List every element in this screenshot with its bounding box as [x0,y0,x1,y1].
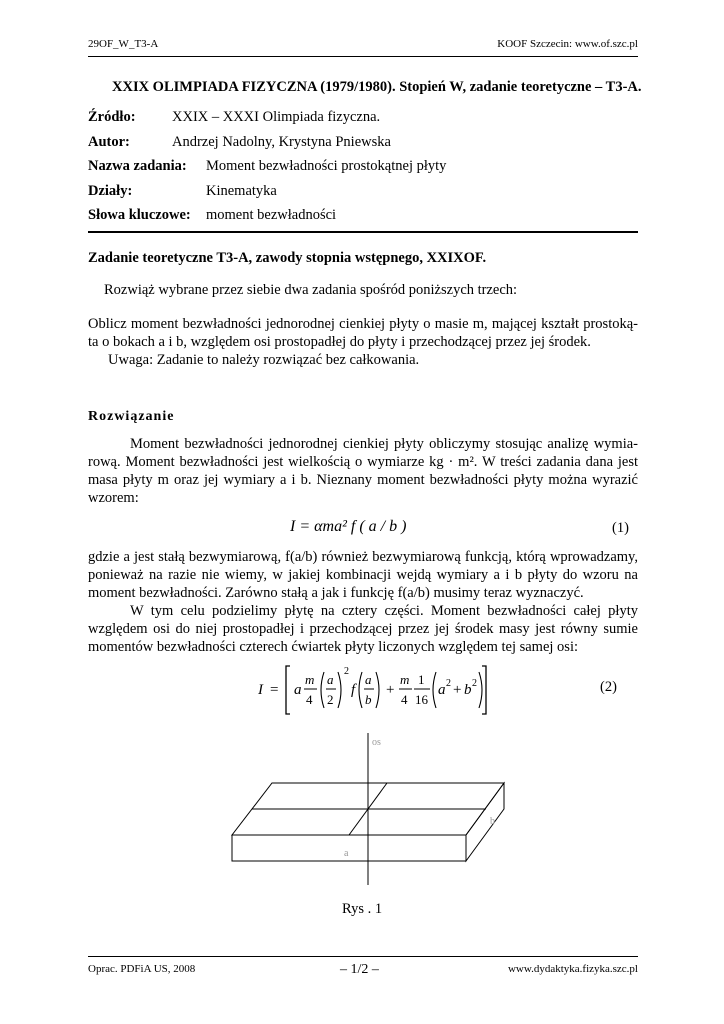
page-number: – 1/2 – [340,962,379,977]
equation-2-number: (2) [600,679,617,695]
svg-text:2: 2 [344,666,349,677]
meta-label-task-name: Nazwa zadania: [88,158,187,174]
p1-line: Moment bezwładności jednorodnej cienkiej płyty obliczymy stosując analizę wymia- [130,436,638,452]
p3-line: W tym celu podzielimy płytę na cztery części. Moment bezwładności całej płyty [130,603,638,619]
svg-text:+: + [386,682,395,698]
svg-text:2: 2 [446,678,451,689]
plate-figure [220,725,520,895]
task-line-2: ta o bokach a i b, względem osi prostopadłej do płyty i przechodzącej przez jej środek. [88,334,591,350]
svg-text:2: 2 [327,692,334,707]
meta-label-source: Źródło: [88,109,136,125]
svg-text:4: 4 [401,692,408,707]
header-rule [88,56,638,57]
svg-text:m: m [400,672,410,687]
p2-line: moment bezwładności. Zarówno stałą a jak i funkcję f(a/b) musimy teraz wyznaczyć. [88,585,584,601]
meta-value-keywords: moment bezwładności [206,207,337,223]
svg-text:a: a [294,682,302,698]
plate-front-face [232,835,466,861]
svg-text:4: 4 [306,692,313,707]
meta-value-source: XXIX – XXXI Olimpiada fizyczna. [172,109,381,125]
meta-label-sections: Działy: [88,183,133,199]
header-right: KOOF Szczecin: www.of.szc.pl [497,38,638,50]
solution-heading: Rozwiązanie [88,409,175,424]
footer-right: www.dydaktyka.fizyka.szc.pl [507,963,638,975]
svg-text:b: b [464,682,472,698]
svg-text:+: + [453,682,462,698]
document-title: XXIX OLIMPIADA FIZYCZNA (1979/1980). Stopień W, zadanie teoretyczne – T3-A. [112,79,642,95]
svg-text:f: f [351,682,356,698]
svg-text:=: = [270,682,279,698]
p1-line: rową. Moment bezwładności jest wielkością o wymiarze kg · m². W treści zadania dana jest [88,454,638,470]
svg-text:a: a [365,672,372,687]
equation-2 [250,658,490,720]
equation-1: I = αma² f ( a / b ) [290,518,407,535]
plate-side-face [466,783,504,861]
task-line-1: Oblicz moment bezwładności jednorodnej cienkiej płyty o masie m, mającej kształt prostoką- [88,316,638,332]
side-b-label: b [490,816,495,827]
meta-value-author: Andrzej Nadolny, Krystyna Pniewska [172,134,391,150]
svg-text:1: 1 [418,672,425,687]
svg-text:b: b [365,692,372,707]
meta-label-keywords: Słowa kluczowe: [88,207,191,223]
header-left: 29OF_W_T3-A [88,38,159,50]
footer-left: Oprac. PDFiA US, 2008 [88,963,196,975]
meta-label-author: Autor: [88,134,130,150]
p3-line: względem osi do niej prostopadłej i przechodzącej przez jej środek masy jest równy sumie [88,621,638,637]
svg-text:2: 2 [472,678,477,689]
p1-line: masa płyty m oraz jej wymiary a i b. Nieznany moment bezwładności płyty można wyrazić [88,472,638,488]
task-note: Uwaga: Zadanie to należy rozwiązać bez całkowania. [108,352,420,368]
footer-rule [88,956,638,957]
p2-line: gdzie a jest stałą bezwymiarową, f(a/b) również bezwymiarową funkcją, którą wprowadzamy, [88,549,638,565]
svg-text:m: m [305,672,315,687]
svg-text:I: I [258,682,263,698]
figure-caption: Rys . 1 [342,901,383,917]
axis-label: os [372,737,381,748]
p3-line: momentów bezwładności czterech ćwiartek płyty liczonych względem tej samej osi: [88,639,579,655]
p2-line: ponieważ na razie nie wiemy, w jakiej kombinacji wejdą wymiary a i b płyty do wzoru na [88,567,638,583]
meta-value-task-name: Moment bezwładności prostokątnej płyty [206,158,447,174]
svg-text:a: a [438,682,446,698]
task-heading: Zadanie teoretyczne T3-A, zawody stopnia wstępnego, XXIXOF. [88,250,487,266]
svg-text:16: 16 [415,692,428,707]
svg-text:a: a [327,672,334,687]
equation-1-number: (1) [612,520,629,536]
meta-rule [88,231,638,233]
meta-value-sections: Kinematyka [206,183,277,199]
side-a-label: a [344,848,349,859]
task-instruction: Rozwiąż wybrane przez siebie dwa zadania spośród poniższych trzech: [104,282,518,298]
p1-line: wzorem: [88,490,139,506]
